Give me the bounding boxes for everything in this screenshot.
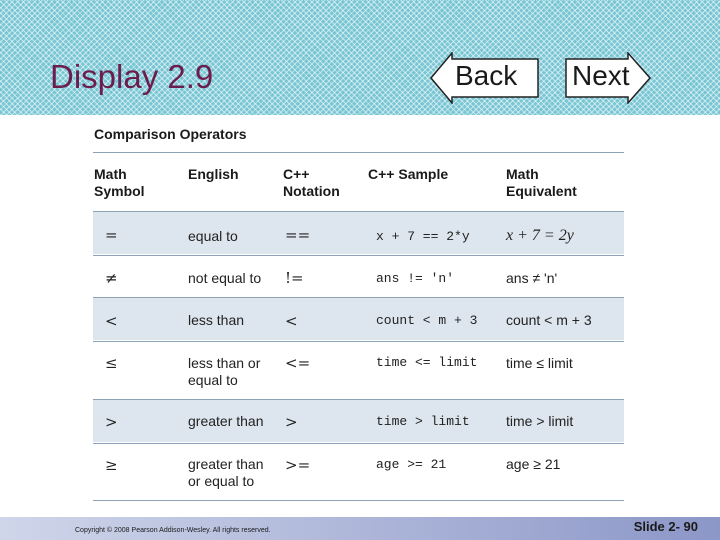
notation-cell: <=: [285, 354, 311, 372]
notation-cell: !=: [285, 269, 304, 287]
column-header-cpp-notation: C++ Notation: [283, 166, 340, 199]
table-row: [93, 400, 624, 442]
english-cell: less than: [188, 312, 245, 328]
column-header-math-symbol: Math Symbol: [94, 166, 145, 199]
column-header-english: English: [188, 166, 239, 182]
sample-cell: ans != 'n': [376, 271, 455, 286]
table-row: [93, 256, 624, 297]
equivalent-cell: time > limit: [506, 413, 574, 429]
slide-number: Slide 2- 90: [633, 519, 698, 534]
notation-cell: ==: [285, 226, 311, 244]
sample-cell: count < m + 3: [376, 313, 478, 328]
equivalent-cell: count < m + 3: [506, 312, 592, 328]
sample-cell: x + 7 == 2*y: [376, 229, 470, 244]
english-cell: less than or equal to: [188, 355, 261, 388]
math-symbol-cell: ≠: [105, 269, 118, 287]
column-header-math-equivalent: Math Equivalent: [506, 166, 577, 199]
next-button-label: Next: [572, 60, 630, 91]
equivalent-cell: time ≤ limit: [506, 355, 573, 371]
sample-cell: time > limit: [376, 414, 470, 429]
math-symbol-cell: ≤: [105, 354, 118, 372]
column-header-cpp-sample: C++ Sample: [368, 166, 449, 182]
sample-cell: age >= 21: [376, 457, 447, 472]
english-cell: greater than: [188, 413, 264, 429]
english-cell: equal to: [188, 228, 238, 244]
table-top-rule: [93, 152, 624, 153]
table-row: [93, 444, 624, 500]
notation-cell: >: [285, 413, 298, 431]
math-symbol-cell: =: [105, 226, 118, 244]
copyright-notice: Copyright © 2008 Pearson Addison-Wesley. All rights reserved.: [75, 527, 271, 534]
equivalent-cell: x + 7 = 2y: [506, 227, 574, 244]
table-title: Comparison Operators: [94, 126, 247, 142]
english-cell: not equal to: [188, 270, 262, 286]
equivalent-cell: age ≥ 21: [506, 456, 561, 472]
math-symbol-cell: ≥: [105, 456, 118, 474]
table-row: [93, 298, 624, 340]
back-button[interactable]: [430, 52, 540, 104]
equivalent-cell: ans ≠ 'n': [506, 270, 558, 286]
table-row: [93, 212, 624, 254]
slide-title: Display 2.9: [50, 58, 214, 95]
sample-cell: time <= limit: [376, 355, 478, 370]
notation-cell: >=: [285, 456, 311, 474]
math-symbol-cell: <: [105, 312, 118, 330]
english-cell: greater than or equal to: [188, 456, 264, 489]
table-row: [93, 342, 624, 398]
back-button-label: Back: [455, 60, 518, 91]
notation-cell: <: [285, 312, 298, 330]
table-bottom-rule: [93, 500, 624, 501]
next-button[interactable]: [565, 52, 651, 104]
math-symbol-cell: >: [105, 413, 118, 431]
